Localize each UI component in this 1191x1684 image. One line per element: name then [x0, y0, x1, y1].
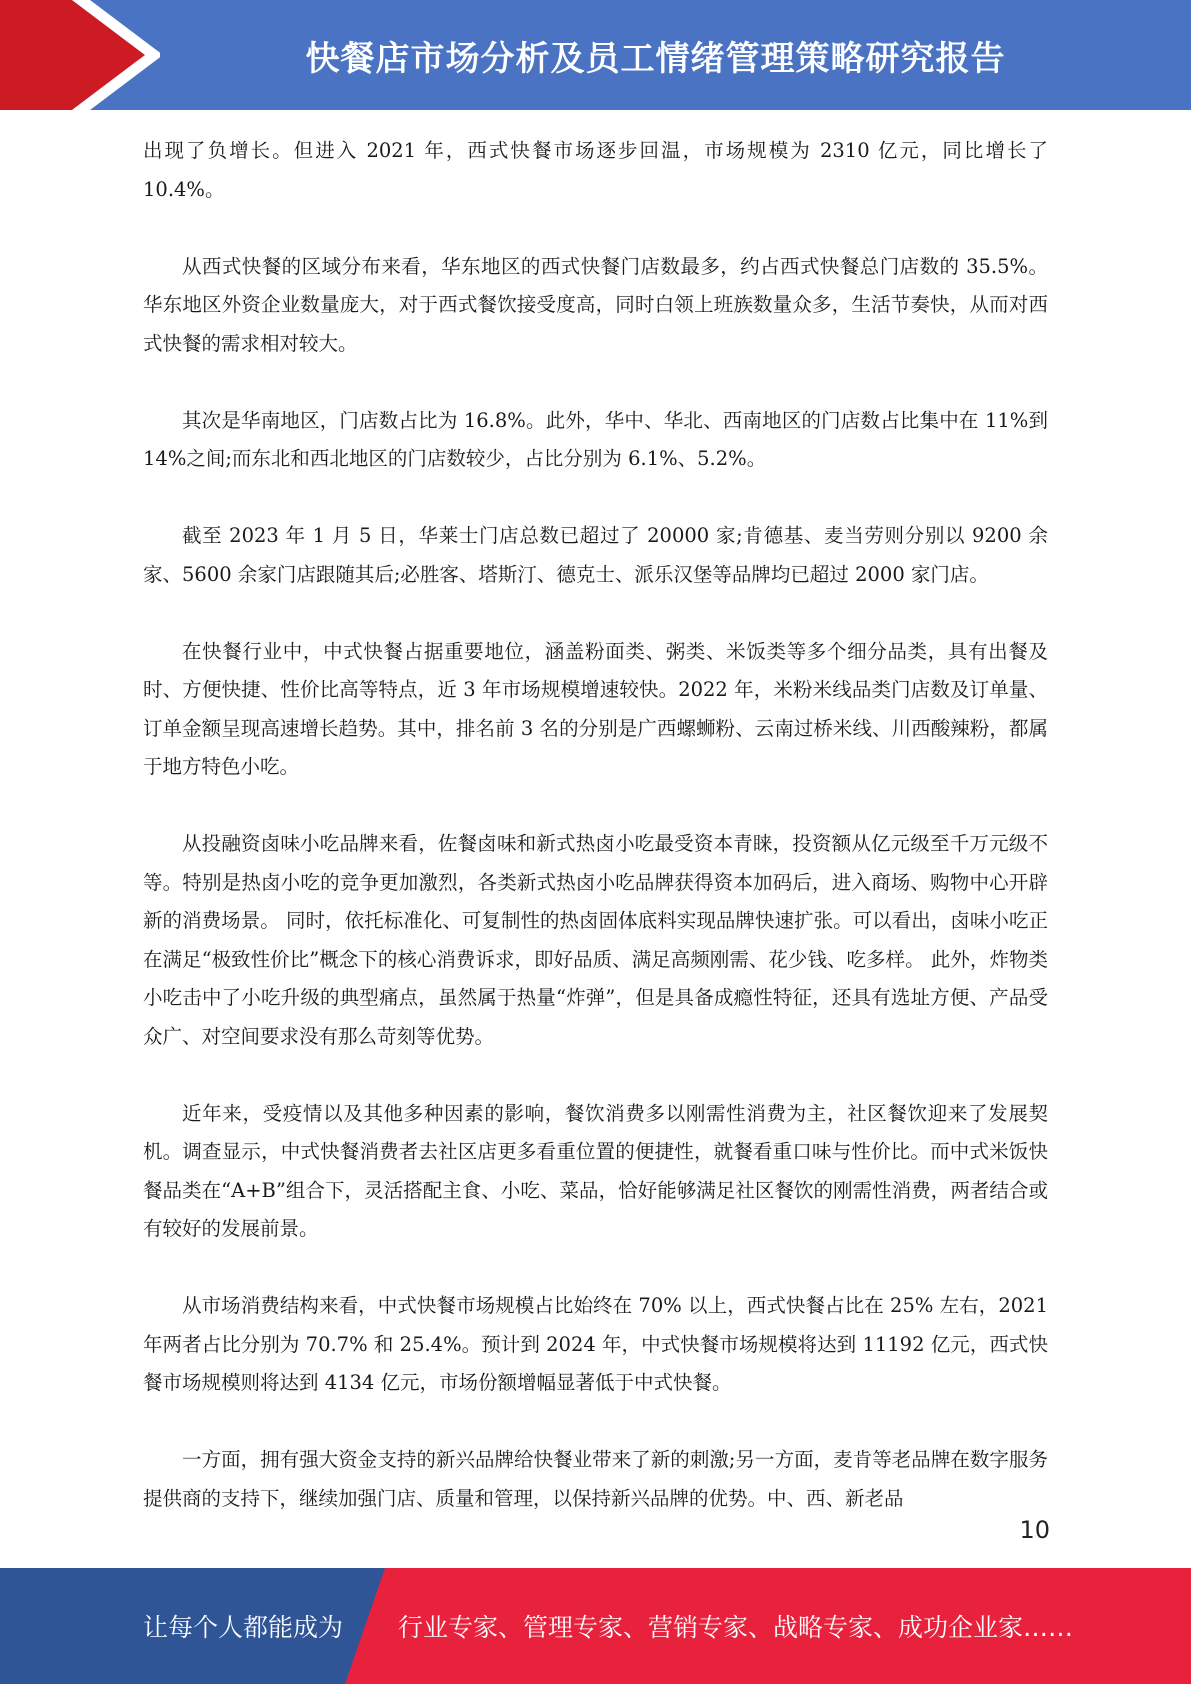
paragraph-5: 在快餐行业中，中式快餐占据重要地位，涵盖粉面类、粥类、米饭类等多个细分品类，具有出餐及时、方便快捷、性价比高等特点，近 3 年市场规模增速较快。2022 年，米粉米线品类门店数及订单量、订单金额呈现高速增长趋势。其中，排名前 3 名的分别是广西螺蛳粉、云南过桥米线、川西酸辣粉，都属于地方特色小吃。 [143, 639, 1048, 778]
footer-slogan-right: 行业专家、管理专家、营销专家、战略专家、成功企业家…… [398, 1613, 1074, 1642]
page-header [0, 0, 1191, 110]
paragraph-8: 从市场消费结构来看，中式快餐市场规模占比始终在 70% 以上，西式快餐占比在 25% 左右，2021 年两者占比分别为 70.7% 和 25.4%。预计到 2024 年，中式快餐市场规模将达到 11192 亿元，西式快餐市场规模则将达到 4134 亿元，市场份额增幅显著低于中式快餐。 [143, 1294, 1048, 1394]
paragraph-1: 出现了负增长。但进入 2021 年，西式快餐市场逐步回温，市场规模为 2310 亿元，同比增长了 10.4%。 [143, 139, 1048, 201]
page-number: 10 [1019, 1516, 1050, 1544]
header-arrow-decoration [0, 0, 160, 110]
paragraph-2: 从西式快餐的区域分布来看，华东地区的西式快餐门店数最多，约占西式快餐总门店数的 35.5%。华东地区外资企业数量庞大，对于西式餐饮接受度高，同时白领上班族数量众多，生活节奏快，从而对西式快餐的需求相对较大。 [143, 254, 1048, 355]
page-footer [0, 1568, 1191, 1684]
paragraph-9: 一方面，拥有强大资金支持的新兴品牌给快餐业带来了新的刺激;另一方面，麦肯等老品牌在数字服务提供商的支持下，继续加强门店、质量和管理，以保持新兴品牌的优势。中、西、新老品 [143, 1448, 1048, 1510]
paragraph-6: 从投融资卤味小吃品牌来看，佐餐卤味和新式热卤小吃最受资本青睐，投资额从亿元级至千万元级不等。特别是热卤小吃的竞争更加激烈，各类新式热卤小吃品牌获得资本加码后，进入商场、购物中心开辟新的消费场景。 同时，依托标准化、可复制性的热卤固体底料实现品牌快速扩张。可以看出，卤味小吃正在满足“极致性价比”概念下的核心消费诉求，即好品质、满足高频刚需、花少钱、吃多样。 此外，炸物类小吃击中了小吃升级的典型痛点，虽然属于热量“炸弹”，但是具备成瘾性特征，还具有选址方便、产品受众广、对空间要求没有那么苛刻等优势。 [143, 832, 1048, 1048]
report-title: 快餐店市场分析及员工情绪管理策略研究报告 [305, 38, 1006, 79]
footer-slogan-left: 让每个人都能成为 [143, 1613, 344, 1642]
body-text [143, 132, 1048, 1557]
paragraph-3: 其次是华南地区，门店数占比为 16.8%。此外，华中、华北、西南地区的门店数占比集中在 11%到 14%之间;而东北和西北地区的门店数较少，占比分别为 6.1%、5.2%。 [143, 408, 1048, 470]
paragraph-7: 近年来，受疫情以及其他多种因素的影响，餐饮消费多以刚需性消费为主，社区餐饮迎来了发展契机。调查显示，中式快餐消费者去社区店更多看重位置的便捷性，就餐看重口味与性价比。而中式米饭快餐品类在“A+B”组合下，灵活搭配主食、小吃、菜品，恰好能够满足社区餐饮的刚需性消费，两者结合或有较好的发展前景。 [143, 1101, 1048, 1240]
paragraph-4: 截至 2023 年 1 月 5 日，华莱士门店总数已超过了 20000 家;肯德基、麦当劳则分别以 9200 余家、5600 余家门店跟随其后;必胜客、塔斯汀、德克士、派乐汉堡等品牌均已超过 2000 家门店。 [143, 524, 1048, 586]
